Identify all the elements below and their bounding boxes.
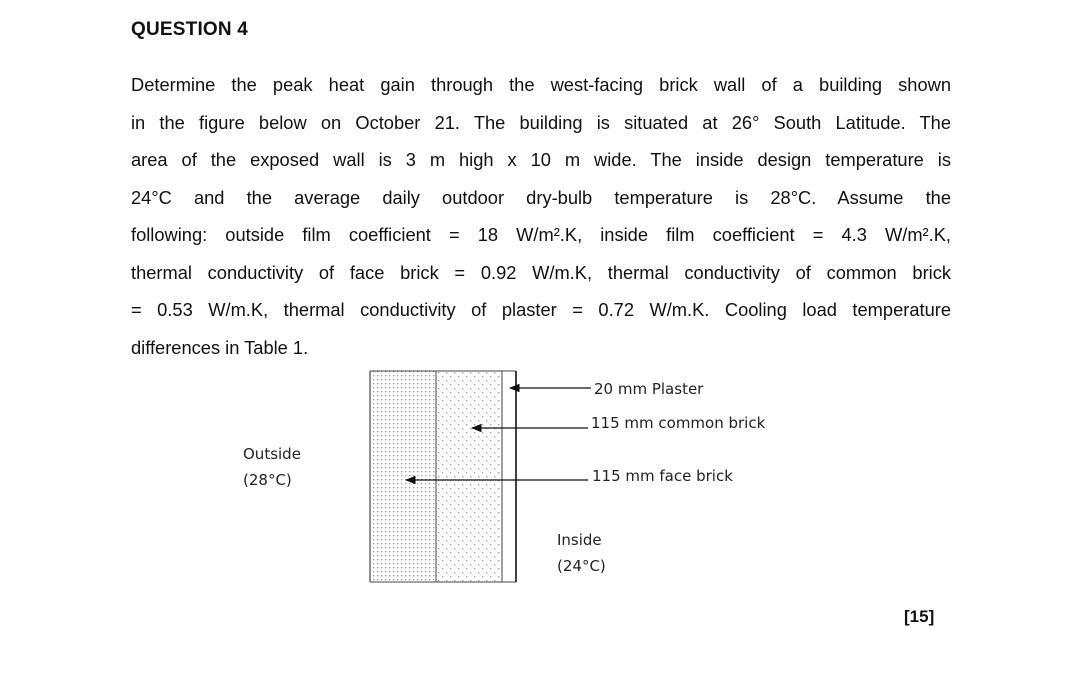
question-line: = 0.53 W/m.K, thermal conductivity of plaster = 0.72 W/m.K. Cooling load temperature	[131, 299, 951, 320]
question-line: area of the exposed wall is 3 m high x 10 m wide. The inside design temperature is	[131, 149, 951, 170]
question-line: Determine the peak heat gain through the west-facing brick wall of a building shown	[131, 74, 951, 95]
inside-temperature: (24°C)	[557, 557, 606, 575]
question-text	[131, 66, 951, 366]
question-heading: QUESTION 4	[131, 19, 249, 40]
common-brick-label: 115 mm common brick	[591, 414, 766, 432]
wall-layers	[370, 371, 516, 582]
common-brick-layer	[436, 371, 502, 582]
face-brick-layer	[370, 371, 436, 582]
plaster-label: 20 mm Plaster	[594, 380, 704, 398]
face-brick-label: 115 mm face brick	[592, 467, 733, 485]
question-line: thermal conductivity of face brick = 0.92 W/m.K, thermal conductivity of common brick	[131, 261, 951, 283]
inside-label: Inside	[557, 531, 602, 549]
marks-allocation: [15]	[904, 607, 935, 626]
question-line: 24°C and the average daily outdoor dry-bulb temperature is 28°C. Assume the	[131, 186, 951, 208]
plaster-layer	[502, 371, 516, 582]
outside-temperature: (28°C)	[243, 471, 292, 489]
question-line: in the figure below on October 21. The building is situated at 26° South Latitude. The	[131, 111, 951, 133]
question-line: differences in Table 1.	[131, 336, 309, 358]
question-line: following: outside film coefficient = 18 W/m².K, inside film coefficient = 4.3 W/m².K,	[131, 224, 951, 245]
outside-label: Outside	[243, 445, 301, 463]
wall-section-figure	[236, 362, 796, 592]
